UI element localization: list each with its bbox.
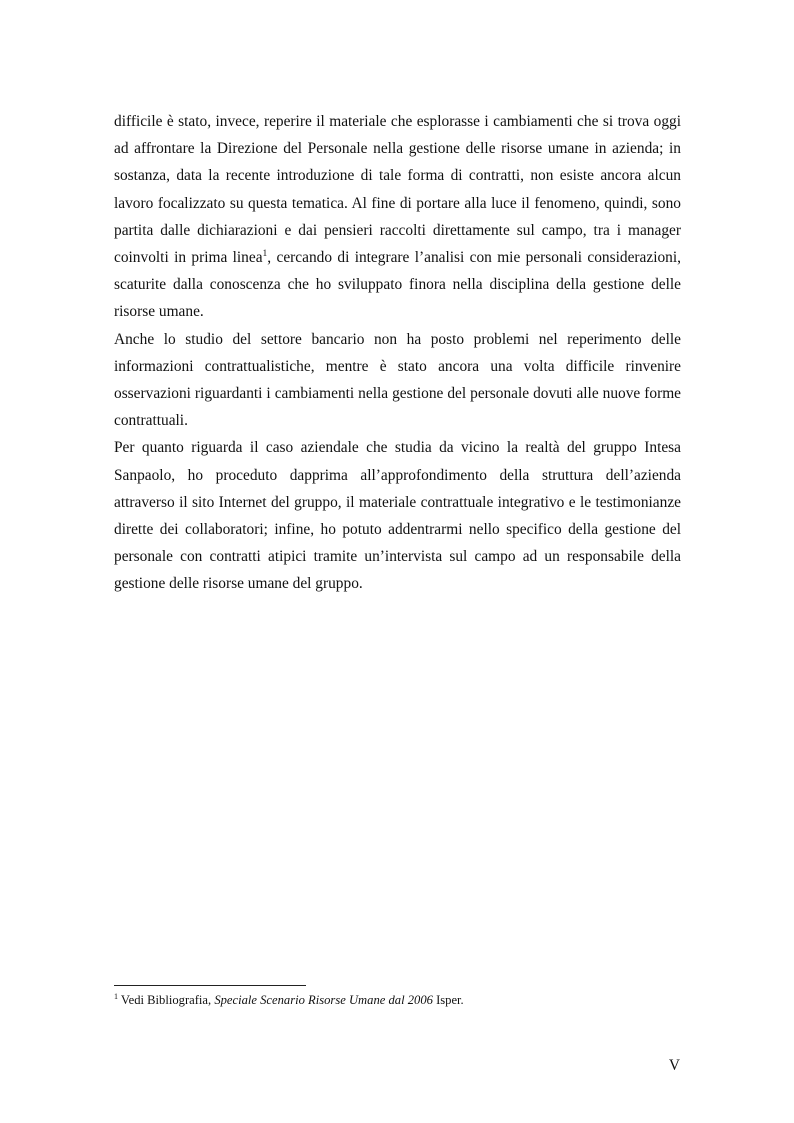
footnote (114, 992, 681, 1008)
paragraph-1-text-before-note: difficile è stato, invece, reperire il materiale che esplorasse i cambiamenti che si trova oggi ad affrontare la Direzione del Personale nella gestione delle risorse umane in azienda; in sostanza, data la recente introduzione di tale forma di contratti, non esiste ancora alcun lavoro focalizzato su questa tematica. Al fine di portare alla luce il fenomeno, quindi, sono partita dalle dichiarazioni e dai pensieri raccolti direttamente sul campo, tra i manager coinvolti in prima linea (114, 113, 681, 267)
paragraph-2: Anche lo studio del settore bancario non ha posto problemi nel reperimento delle informazioni contrattualistiche, mentre è stato ancora una volta difficile rinvenire osservazioni riguardanti i cambiamenti nella gestione del personale dovuti alle nuove forme contrattuali. (114, 330, 681, 430)
footnote-separator (114, 985, 306, 986)
footnote-title: Speciale Scenario Risorse Umane dal 2006 (214, 993, 433, 1007)
footnote-suffix: Isper. (432, 993, 464, 1007)
footnote-reference[interactable]: 1 (262, 248, 268, 259)
footnote-number: 1 (114, 991, 118, 1001)
paragraph-3: Per quanto riguarda il caso aziendale che studia da vicino la realtà del gruppo Intesa Sanpaolo, ho proceduto dapprima all’approfondimento della struttura dell’azienda attraverso il sito Internet del gruppo, il materiale contrattuale integrativo e le testimonianze dirette dei collaboratori; infine, ho potuto addentrarmi nello specifico della gestione del personale con contratti atipici tramite un’intervista sul campo ad un responsabile della gestione delle risorse umane del gruppo. (114, 439, 681, 593)
body-text (114, 108, 681, 598)
page-number: V (668, 1057, 680, 1074)
paragraph-1 (114, 108, 681, 326)
footnote-prefix: Vedi Bibliografia, (118, 993, 215, 1007)
paragraph-1-text-after-note: , cercando di integrare l’analisi con mie personali considerazioni, scaturite dalla conoscenza che ho sviluppato finora nella disciplina della gestione delle risorse umane. (114, 249, 681, 321)
